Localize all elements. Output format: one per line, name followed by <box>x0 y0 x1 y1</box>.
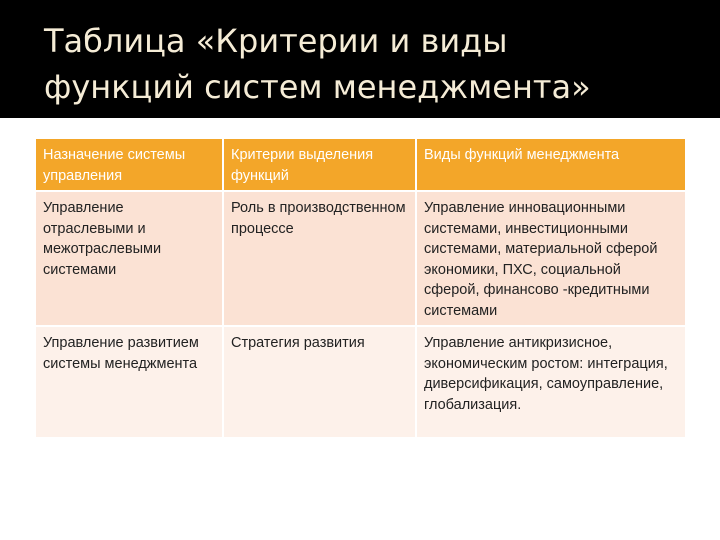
title-line-2: функций систем менеджмента» <box>44 68 591 106</box>
header-cell-function-types: Виды функций менеджмента <box>416 139 685 191</box>
table-header-row <box>36 139 685 191</box>
table-row <box>36 191 685 326</box>
table-row <box>36 326 685 438</box>
table-cell: Управление развитием системы менеджмента <box>36 326 223 438</box>
table-cell: Управление инновационными системами, инвестиционными системами, материальной сферой экономики, ПХС, социальной сферой, финансово -кредитными системами <box>416 191 685 326</box>
header-cell-criteria: Критерии выделения функций <box>223 139 416 191</box>
slide-title <box>44 18 591 110</box>
table-cell: Роль в производственном процессе <box>223 191 416 326</box>
title-band <box>0 0 720 118</box>
table-cell: Стратегия развития <box>223 326 416 438</box>
header-cell-purpose: Назначение системы управления <box>36 139 223 191</box>
title-line-1: Таблица «Критерии и виды <box>44 22 508 60</box>
table-cell: Управление антикризисное, экономическим ростом: интеграция, диверсификация, самоуправление, глобализация. <box>416 326 685 438</box>
table-cell: Управление отраслевыми и межотраслевыми системами <box>36 191 223 326</box>
criteria-table <box>36 139 685 439</box>
